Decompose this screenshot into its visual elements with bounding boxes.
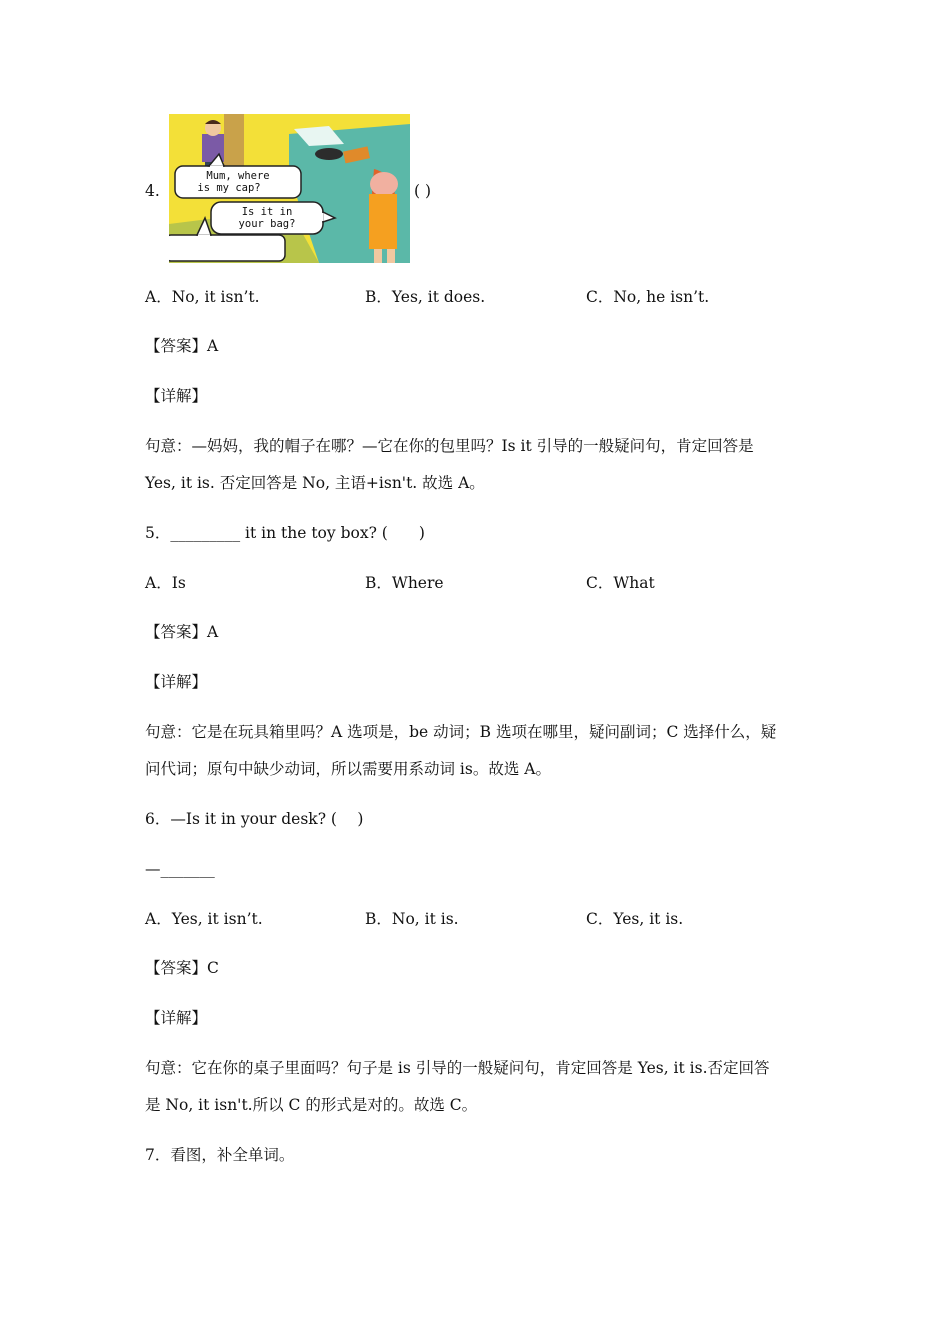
q6-option-b: B．No, it is. [365,910,459,928]
q6-option-a: A．Yes, it isn’t. [145,910,263,928]
q6-detail-line1: 句意：它在你的桌子里面吗？句子是 is 引导的一般疑问句，肯定回答是 Yes, it is.否定回答 [145,1059,770,1077]
bubble1-line1: Mum, where [206,170,270,182]
q6-question: 6．—Is it in your desk? ( ) [145,810,364,828]
q4-illustration [169,114,410,263]
bubble2-line1: Is it in [241,206,293,218]
q5-question: 5．_________ it in the toy box? ( ) [145,524,425,542]
q5-detail-line2: 问代词；原句中缺少动词，所以需要用系动词 is。故选 A。 [145,760,551,778]
q4-detail-label: 【详解】 [145,387,208,405]
q4-answer: 【答案】A [145,337,219,355]
q4-option-b: B．Yes, it does. [365,288,486,306]
q4-option-a: A．No, it isn’t. [145,288,260,306]
q6-answer: 【答案】C [145,959,219,977]
q5-option-c: C．What [586,574,655,592]
q6-answer-blank: —_______ [145,860,215,878]
q5-option-a: A．Is [145,574,186,592]
q4-option-c: C．No, he isn’t. [586,288,710,306]
q4-number: 4. [145,182,160,200]
q5-detail-line1: 句意：它是在玩具箱里吗？A 选项是，be 动词；B 选项在哪里，疑问副词；C 选择什么，疑 [145,723,777,741]
q4-paren: ( ) [414,182,432,200]
q6-detail-line2: 是 No, it isn't.所以 C 的形式是对的。故选 C。 [145,1096,478,1114]
q6-detail-label: 【详解】 [145,1009,208,1027]
q5-answer: 【答案】A [145,623,219,641]
q4-detail-line2: Yes, it is. 否定回答是 No, 主语+isn't. 故选 A。 [145,474,485,492]
bubble2-line2: your bag? [238,218,296,230]
q5-option-b: B．Where [365,574,444,592]
q4-detail-line1: 句意：—妈妈，我的帽子在哪？—它在你的包里吗？Is it 引导的一般疑问句，肯定回答是 [145,437,754,455]
q6-option-c: C．Yes, it is. [586,910,684,928]
q5-detail-label: 【详解】 [145,673,208,691]
bubble1-line2: is my cap? [197,182,261,194]
cartoon-scene-image [169,114,410,263]
q7-question: 7．看图，补全单词。 [145,1146,295,1164]
